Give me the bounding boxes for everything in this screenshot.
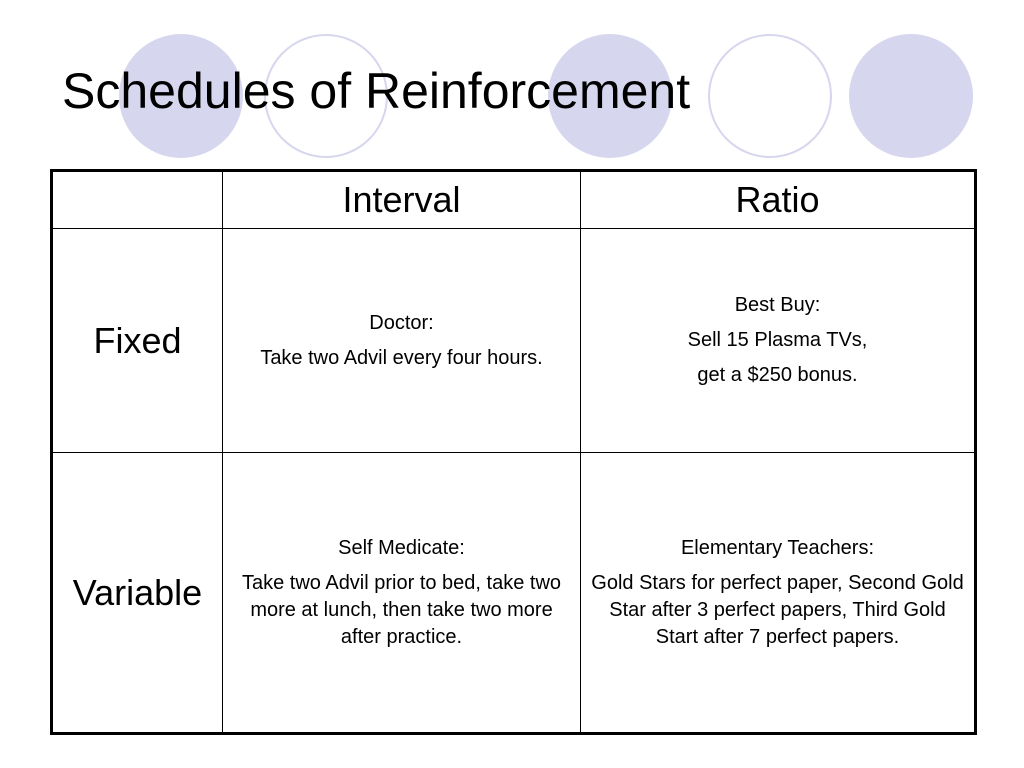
slide-title: Schedules of Reinforcement (62, 63, 691, 119)
table-row-fixed (52, 229, 976, 453)
column-header-interval: Interval (223, 171, 581, 229)
cell-variable-ratio (581, 453, 976, 734)
cell-body: Gold Stars for perfect paper, Second Gold Star after 3 perfect papers, Third Gold Start after 7 perfect papers. (591, 571, 964, 648)
decorative-circle-outline (708, 34, 832, 158)
column-header-ratio: Ratio (581, 171, 976, 229)
cell-body: Sell 15 Plasma TVs, (687, 329, 868, 351)
cell-heading: Elementary Teachers: (680, 536, 875, 559)
table-header-row (52, 171, 976, 229)
row-label-fixed: Fixed (52, 229, 223, 453)
row-label-variable: Variable (52, 453, 223, 734)
cell-body: Take two Advil prior to bed, take two more at lunch, then take two more after practice. (241, 571, 562, 648)
cell-heading: Doctor: (369, 311, 434, 334)
cell-heading: Self Medicate: (338, 536, 465, 559)
corner-cell (52, 171, 223, 229)
cell-fixed-interval (223, 229, 581, 453)
reinforcement-table (50, 169, 977, 735)
cell-body: Take two Advil every four hours. (260, 346, 543, 369)
decorative-circle-filled (849, 34, 973, 158)
cell-heading: Best Buy: (734, 294, 821, 316)
cell-fixed-ratio (581, 229, 976, 453)
cell-body: get a $250 bonus. (697, 364, 858, 386)
table-row-variable (52, 453, 976, 734)
cell-variable-interval (223, 453, 581, 734)
